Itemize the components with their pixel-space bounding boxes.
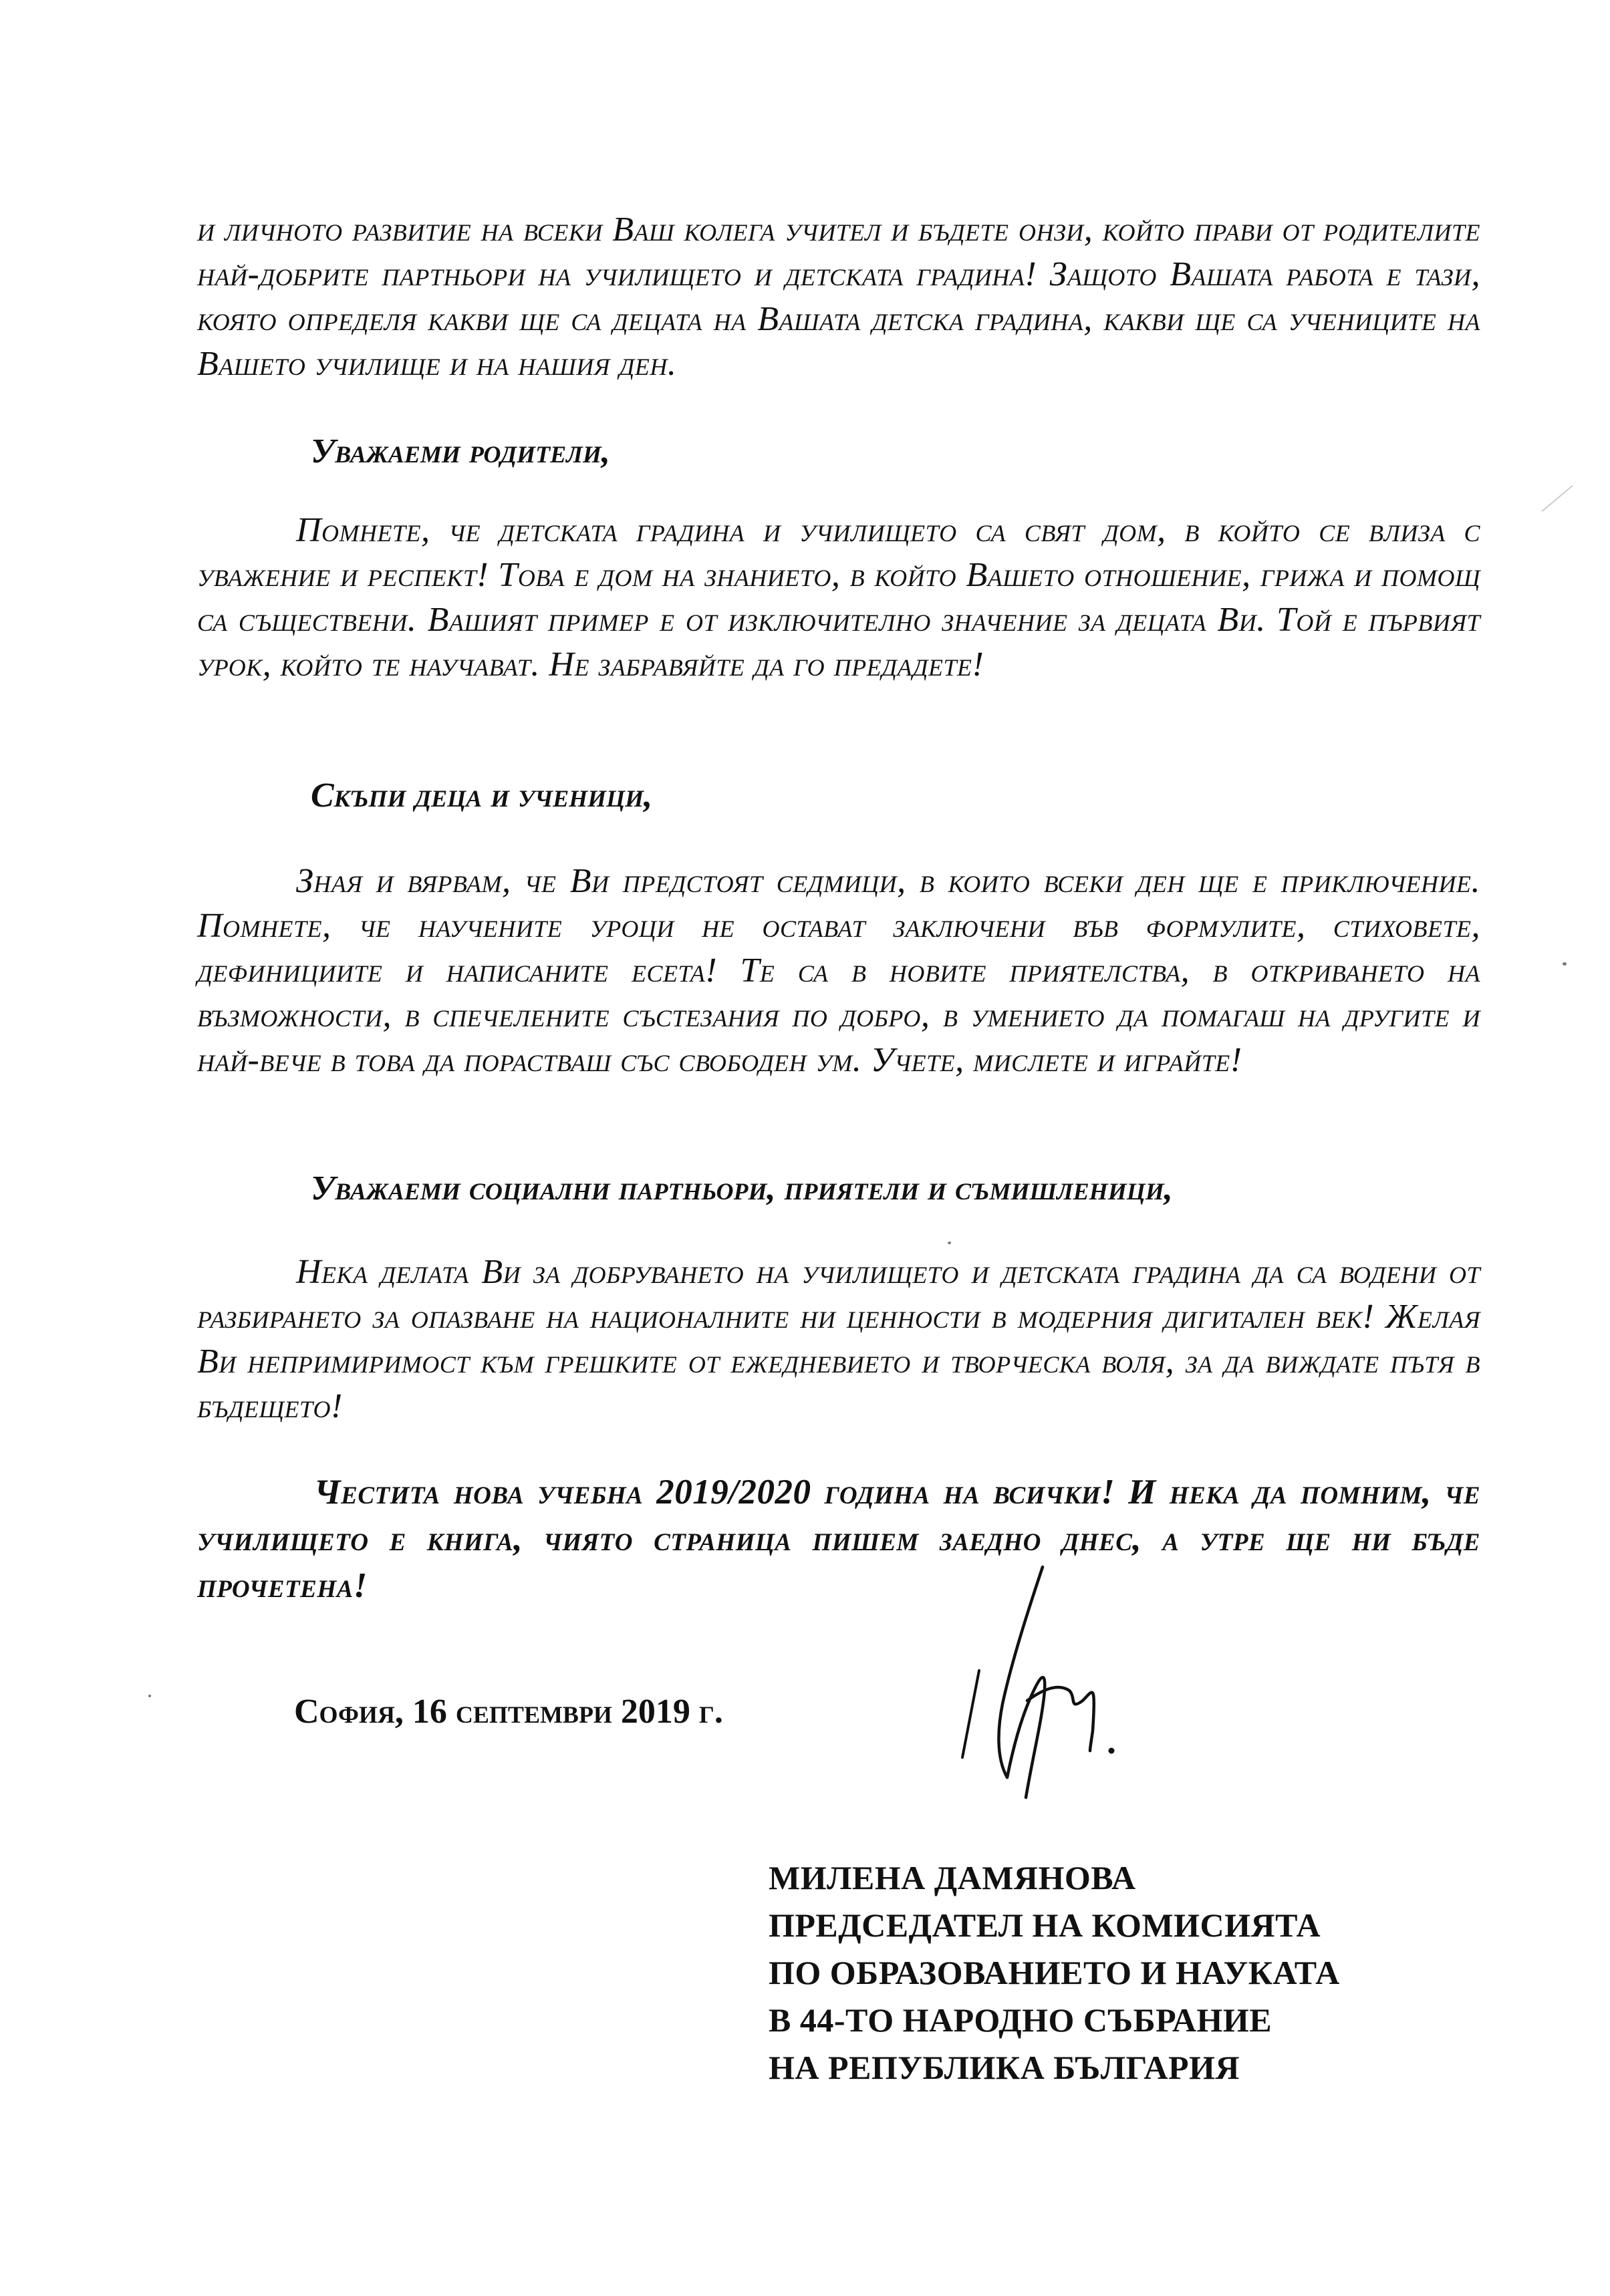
partners-paragraph: Нека делата Ви за добруването на училището и детската градина да са водени от разбирането за опазване на националните ни ценности в модерния дигитален век! Желая Ви непримиримост към грешките от ежедневието и творческа воля, за да виждате пътя в бъдещето! — [197, 1253, 1481, 1425]
signatory-title-line-2: ПО ОБРАЗОВАНИЕТО И НАУКАТА — [769, 1954, 1340, 1991]
children-paragraph-block — [197, 859, 1480, 1083]
children-paragraph: Зная и вярвам, че Ви предстоят седмици, в които всеки ден ще е приключение. Помнете, че научените уроци не остават заключени във формулите, стиховете, дефинициите и написаните есета! Те са в новите приятелства, в откриването на възможности, в спечелените състезания по добро, в умението да помагаш на другите и най-вече в това да порастваш със свободен ум. Учете, мислете и играйте! — [197, 862, 1480, 1079]
intro-paragraph-block — [197, 207, 1480, 386]
partners-paragraph-block — [197, 1250, 1480, 1429]
salutation-children: Скъпи деца и ученици, — [311, 776, 653, 815]
scan-speck — [148, 1695, 151, 1697]
closing-paragraph: Честита нова учебна 2019/2020 година на всички! И нека да помним, че училището е книга, чиято страница пишем заедно днес, а утре ще ни бъде прочетена! — [197, 1473, 1480, 1605]
signatory-name: МИЛЕНА ДАМЯНОВА — [769, 1859, 1136, 1896]
scan-speck — [948, 1242, 951, 1244]
scan-mark — [1541, 485, 1573, 512]
parents-paragraph: Помнете, че детската градина и училището са свят дом, в който се влиза с уважение и респект! Това е дом на знанието, в който Вашето отношение, грижа и помощ са съществени. Вашият пример е от изключително значение за децата Ви. Той е първият урок, който те научават. Не забравяйте да го предадете! — [197, 511, 1480, 684]
salutation-parents: Уважаеми родители, — [311, 432, 610, 470]
scan-speck — [1563, 962, 1567, 966]
parents-paragraph-block — [197, 508, 1480, 687]
date-place: София, 16 септември 2019 г. — [294, 1693, 723, 1731]
signatory-title-line-1: ПРЕДСЕДАТЕЛ НА КОМИСИЯТА — [769, 1906, 1321, 1944]
salutation-partners: Уважаеми социални партньори, приятели и съмишленици, — [311, 1169, 1173, 1207]
closing-paragraph-block — [197, 1469, 1480, 1609]
signatory-title-line-4: НА РЕПУБЛИКА БЪЛГАРИЯ — [769, 2049, 1240, 2086]
handwritten-signature — [932, 1557, 1153, 1818]
signatory-title-line-3: В 44-ТО НАРОДНО СЪБРАНИЕ — [769, 2001, 1272, 2039]
signature-block — [769, 1854, 1437, 2092]
intro-paragraph: и личното развитие на всеки Ваш колега учител и бъдете онзи, който прави от родителите най-добрите партньори на училището и детската градина! Защото Вашата работа е тази, която определя какви ще са децата на Вашата детска градина, какви ще са учениците на Вашето училище и на нашия ден. — [197, 210, 1480, 383]
